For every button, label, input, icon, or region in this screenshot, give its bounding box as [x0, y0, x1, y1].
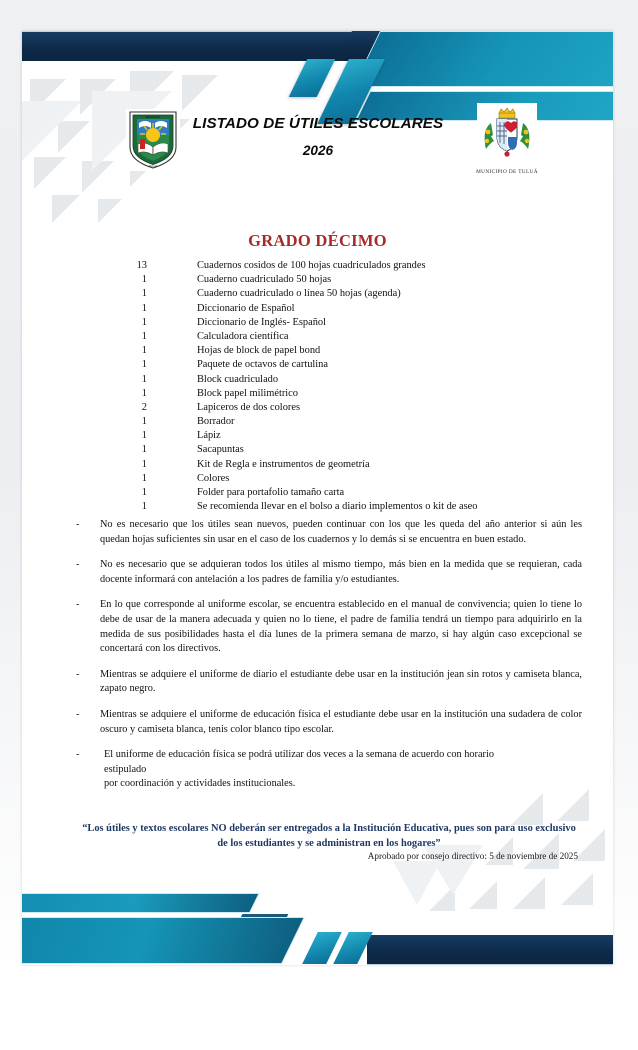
supply-description: Diccionario de Español: [197, 302, 295, 314]
note-text: En lo que corresponde al uniforme escolar, se encuentra establecido en el manual de convivencia; quien lo tiene lo debe de usar de la manera adecuada y quien no lo tiene, el padre de familia tendrá un tiempo para adquirirlo en la medida de sus posibilidades hasta el día lunes de la primera semana de marzo, si hay algún caso excepcional se concertará con los directivos.: [100, 599, 582, 655]
supply-description: Paquete de octavos de cartulina: [197, 359, 328, 371]
title-block: [172, 115, 464, 158]
note-text: Mientras se adquiere el uniforme de diario el estudiante debe usar en la institución jean sin rotos y camiseta blanca, zapato negro.: [100, 668, 582, 695]
supply-row: [22, 415, 613, 429]
supply-description: Colores: [197, 472, 230, 484]
supply-quantity: 1: [141, 444, 147, 456]
note-item: [76, 598, 582, 656]
supply-description: Folder para portafolio tamaño carta: [197, 487, 345, 498]
note-bullet-dash: -: [76, 708, 80, 720]
svg-text:EDUCATIVA: EDUCATIVA: [145, 116, 161, 119]
supply-row: [22, 500, 613, 514]
supply-row: [22, 401, 613, 415]
document-year: 2026: [302, 143, 334, 158]
supply-description: Se recomienda llevar en el bolso a diario implementos o kit de aseo: [197, 501, 478, 513]
supply-quantity: 1: [141, 458, 147, 470]
supply-quantity: 1: [141, 302, 147, 314]
footer-approval: Aprobado por consejo directivo: 5 de noviembre de 2025: [367, 851, 578, 861]
supply-row: [22, 429, 613, 443]
supply-description: Lapiceros de dos colores: [197, 401, 301, 413]
supply-description: Lápiz: [197, 430, 221, 442]
note-bullet-dash: -: [76, 599, 80, 611]
note-bullet-dash: -: [76, 519, 80, 530]
banner-teal-block-primary: [353, 31, 613, 87]
municipality-crest: [463, 103, 551, 175]
note-text: Mientras se adquiere el uniforme de educación física el estudiante debe usar en la institución una sudadera de color oscuro y camiseta blanca, tenis color blanco tipo escolar.: [100, 708, 582, 735]
supply-quantity: 1: [141, 274, 147, 286]
banner-navy-bar: [22, 31, 384, 61]
note-text-line: El uniforme de educación física se podrá utilizar dos veces a la semana de acuerdo con horario: [104, 749, 494, 761]
supply-row: [22, 273, 613, 287]
grade-heading: GRADO DÉCIMO: [248, 231, 387, 250]
supply-row: [22, 358, 613, 372]
supply-quantity: 1: [141, 345, 147, 357]
supply-row: [22, 316, 613, 330]
note-item: [76, 748, 582, 792]
supply-quantity: 1: [141, 373, 147, 385]
supply-quantity: 1: [141, 472, 147, 484]
note-text: [100, 748, 582, 792]
supply-row: [22, 373, 613, 387]
supply-row: [22, 259, 613, 273]
supply-row: [22, 458, 613, 472]
note-text-line: estipulado: [104, 763, 147, 775]
footer-teal-block-secondary: [22, 893, 260, 913]
footer-navy-bar: [367, 935, 613, 965]
supply-quantity: 1: [141, 359, 147, 371]
supply-description: Block papel milimétrico: [197, 387, 298, 399]
note-bullet-dash: -: [76, 668, 80, 680]
municipality-crest-icon: [477, 103, 537, 163]
svg-text:TULUÁ: TULUÁ: [149, 165, 157, 168]
supply-row: [22, 387, 613, 401]
note-text: No es necesario que se adquieran todos los útiles al mismo tiempo, más bien en la medida que se requieran, cada docente informará con antelación a los padres de familia y/o estudiantes.: [100, 559, 582, 585]
banner-teal-parallelogram-small: [289, 59, 336, 97]
note-bullet-dash: -: [76, 749, 80, 761]
supply-row: [22, 472, 613, 486]
supply-quantity: 1: [141, 288, 147, 300]
supply-description: Diccionario de Inglés- Español: [197, 316, 326, 328]
supply-row: [22, 443, 613, 457]
supply-quantity: 1: [141, 501, 147, 513]
footer-quote: “Los útiles y textos escolares NO deberán ser entregados a la Institución Educativa, pues son para uso exclusivo de los estudiantes y se administran en los hogares”: [82, 823, 576, 849]
supply-row: [22, 287, 613, 301]
supply-description: Cuadernos cosidos de 100 hojas cuadriculados grandes: [197, 260, 426, 271]
note-text-line: por coordinación y actividades institucionales.: [104, 778, 296, 790]
supply-description: Cuaderno cuadriculado 50 hojas: [197, 274, 332, 286]
supply-quantity: 1: [141, 316, 147, 328]
supply-quantity: 1: [141, 416, 147, 428]
supply-quantity: 13: [136, 260, 147, 271]
supply-description: Sacapuntas: [197, 444, 244, 456]
note-item: [76, 708, 582, 737]
supplies-list: [22, 259, 613, 514]
supply-row: [22, 344, 613, 358]
supply-quantity: 1: [141, 387, 147, 399]
supply-description: Calculadora científica: [197, 330, 289, 342]
supply-description: Cuaderno cuadriculado o línea 50 hojas (agenda): [197, 288, 401, 300]
supply-description: Borrador: [197, 416, 235, 428]
supply-row: [22, 330, 613, 344]
note-item: [76, 518, 582, 547]
supply-quantity: 2: [141, 401, 147, 413]
supply-description: Kit de Regla e instrumentos de geometría: [197, 458, 370, 470]
supply-description: Block cuadriculado: [197, 373, 279, 385]
municipality-crest-label: MUNICIPIO DE TULUÁ: [476, 169, 538, 175]
note-bullet-dash: -: [76, 559, 80, 571]
footer-teal-block-primary: [22, 917, 305, 964]
supply-quantity: 1: [141, 330, 147, 342]
note-text: No es necesario que los útiles sean nuevos, pueden continuar con los que les queda del año anterior si aún les quedan hojas suficientes sin usar en el caso de los cuadernos y lo demás si se encuentra en buen estado.: [100, 519, 582, 545]
supply-row: [22, 486, 613, 500]
supply-quantity: 1: [141, 487, 147, 498]
note-item: [76, 558, 582, 587]
notes-list: [76, 518, 582, 803]
masthead: [22, 103, 613, 189]
supply-quantity: 1: [141, 430, 147, 442]
page-title: LISTADO DE ÚTILES ESCOLARES: [192, 115, 444, 132]
supply-description: Hojas de block de papel bond: [197, 345, 321, 357]
document-page: [22, 31, 613, 965]
supply-row: [22, 302, 613, 316]
footer-banner: [22, 862, 613, 965]
note-item: [76, 668, 582, 697]
